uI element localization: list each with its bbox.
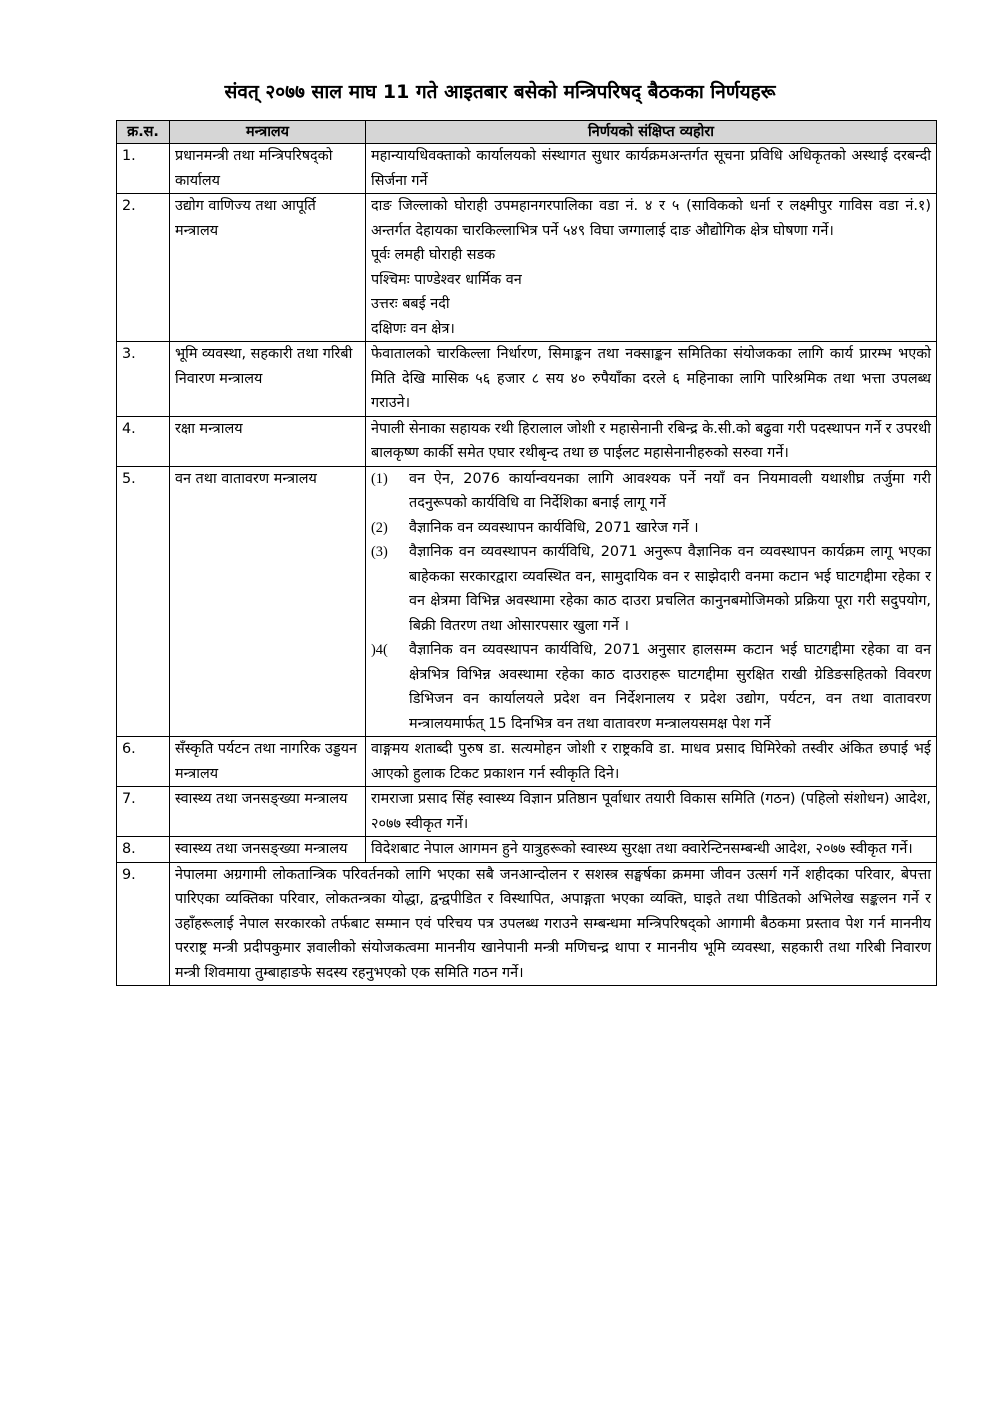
- table-row: [117, 144, 937, 194]
- row-decision: रामराजा प्रसाद सिंह स्वास्थ्य विज्ञान प्रतिष्ठान पूर्वाधार तयारी विकास समिति (गठन) (पहिलो संशोधन) आदेश, २०७७ स्वीकृत गर्ने।: [366, 787, 937, 837]
- row-ministry: वन तथा वातावरण मन्त्रालय: [170, 466, 366, 737]
- sub-item-text: वैज्ञानिक वन व्यवस्थापन कार्यविधि, 2071 अनुसार हालसम्म कटान भई घाटगद्दीमा रहेका वा वन क्षेत्रभित्र विभिन्न अवस्थामा रहेका काठ दाउराहरू घाटगद्दीमा सुरक्षित राखी ग्रेडिङसहितको विवरण डिभिजन वन कार्यालयले प्रदेश वन निर्देशनालय र प्रदेश उद्योग, पर्यटन, वन तथा वातावरण मन्त्रालयमार्फत् 15 दिनभित्र वन तथा वातावरण मन्त्रालयसमक्ष पेश गर्ने: [409, 642, 931, 732]
- row-ministry: प्रधानमन्त्री तथा मन्त्रिपरिषद्को कार्यालय: [170, 144, 366, 194]
- row-serial-number: 6.: [117, 737, 170, 787]
- row-ministry: स्वास्थ्य तथा जनसङ्ख्या मन्त्रालय: [170, 787, 366, 837]
- table-row: [117, 194, 937, 342]
- row-ministry: रक्षा मन्त्रालय: [170, 416, 366, 466]
- sub-item-number: (3): [371, 544, 388, 560]
- row-decision: नेपालमा अग्रगामी लोकतान्त्रिक परिवर्तनको लागि भएका सबै जनआन्दोलन र सशस्त्र सङ्घर्षका क्रममा जीवन उत्सर्ग गर्ने शहीदका परिवार, बेपत्ता पारिएका व्यक्तिका परिवार, लोकतन्त्रका योद्धा, द्वन्द्वपीडित र विस्थापित, अपाङ्गता भएका व्यक्ति, घाइते तथा पीडितको अभिलेख सङ्कलन गर्ने र उहाँहरूलाई नेपाल सरकारको तर्फबाट सम्मान एवं परिचय पत्र उपलब्ध गराउने सम्बन्धमा मन्त्रिपरिषद्को आगामी बैठकमा प्रस्ताव पेश गर्न माननीय परराष्ट्र मन्त्री प्रदीपकुमार ज्ञवालीको संयोजकत्वमा माननीय खानेपानी मन्त्री मणिचन्द्र थापा र माननीय भूमि व्यवस्था, सहकारी तथा गरिबी निवारण मन्त्री शिवमाया तुम्बाहाङफे सदस्य रहनुभएको एक समिति गठन गर्ने।: [170, 862, 937, 986]
- row-decision: विदेशबाट नेपाल आगमन हुने यात्रुहरूको स्वास्थ्य सुरक्षा तथा क्वारेन्टिनसम्बन्धी आदेश, २०७७ स्वीकृत गर्ने।: [366, 837, 937, 863]
- decision-sub-item: [371, 638, 931, 736]
- sub-item-number: )4(: [371, 642, 388, 658]
- decision-sub-item: [371, 516, 931, 541]
- table-row: [117, 466, 937, 737]
- row-decision: दाङ जिल्लाको घोराही उपमहानगरपालिका वडा नं. ४ र ५ (साविकको धर्ना र लक्ष्मीपुर गाविस वडा नं.१) अन्तर्गत देहायका चारकिल्लाभित्र पर्ने ५४९ विघा जग्गालाई दाङ औद्योगिक क्षेत्र घोषणा गर्ने।: [371, 198, 931, 239]
- boundary-north: उत्तरः बबई नदी: [371, 296, 450, 312]
- row-decision-cell: [366, 466, 937, 737]
- row-serial-number: 5.: [117, 466, 170, 737]
- row-serial-number: 2.: [117, 194, 170, 342]
- boundary-west: पश्चिमः पाण्डेश्वर धार्मिक वन: [371, 271, 522, 288]
- row-ministry: स्वास्थ्य तथा जनसङ्ख्या मन्त्रालय: [170, 837, 366, 863]
- row-serial-number: 1.: [117, 144, 170, 194]
- decision-sub-item: [371, 467, 931, 516]
- page-title: संवत् २०७७ साल माघ 11 गते आइतबार बसेको मन्त्रिपरिषद् बैठकका निर्णयहरू: [224, 81, 776, 103]
- decision-sub-item: [371, 540, 931, 638]
- boundary-east: पूर्वः लमही घोराही सडक: [371, 247, 496, 263]
- sub-item-number: (2): [371, 519, 388, 536]
- row-decision: नेपाली सेनाका सहायक रथी हिरालाल जोशी र महासेनानी रबिन्द्र के.सी.को बढुवा गरी पदस्थापन गर्ने र उपरथी बालकृष्ण कार्की समेत एघार रथीबृन्द तथा छ पाईलट महासेनानीहरुको सरुवा गर्ने।: [366, 416, 937, 466]
- row-decision: वाङ्गमय शताब्दी पुरुष डा. सत्यमोहन जोशी र राष्ट्रकवि डा. माधव प्रसाद घिमिरेको तस्वीर अंकित छपाई भई आएको हुलाक टिकट प्रकाशन गर्न स्वीकृति दिने।: [366, 737, 937, 787]
- boundary-south: दक्षिणः वन क्षेत्र।: [371, 320, 455, 337]
- row-serial-number: 8.: [117, 837, 170, 863]
- table-row: [117, 787, 937, 837]
- row-serial-number: 3.: [117, 342, 170, 417]
- header-ministry: मन्त्रालय: [170, 121, 366, 144]
- row-decision: महान्यायधिवक्ताको कार्यालयको संस्थागत सुधार कार्यक्रमअन्तर्गत सूचना प्रविधि अधिकृतको अस्थाई दरबन्दी सिर्जना गर्ने: [366, 144, 937, 194]
- row-ministry: सँस्कृति पर्यटन तथा नागरिक उड्डयन मन्त्रालय: [170, 737, 366, 787]
- row-decision-cell: [366, 194, 937, 342]
- header-decision-summary: निर्णयको संक्षिप्त व्यहोरा: [366, 121, 937, 144]
- row-serial-number: 7.: [117, 787, 170, 837]
- table-header-row: [117, 121, 937, 144]
- sub-item-text: वन ऐन, 2076 कार्यान्वयनका लागि आवश्यक पर्ने नयाँ वन नियमावली यथाशीघ्र तर्जुमा गरी तदनुरूपको कार्यविधि वा निर्देशिका बनाई लागू गर्ने: [409, 470, 931, 511]
- header-serial-number: क्र.स.: [117, 121, 170, 144]
- row-serial-number: 4.: [117, 416, 170, 466]
- decisions-table: [116, 120, 937, 986]
- table-row: [117, 837, 937, 863]
- row-serial-number: 9.: [117, 862, 170, 986]
- sub-item-number: (1): [371, 470, 388, 487]
- table-row: [117, 862, 937, 986]
- row-ministry: उद्योग वाणिज्य तथा आपूर्ति मन्त्रालय: [170, 194, 366, 342]
- sub-item-text: वैज्ञानिक वन व्यवस्थापन कार्यविधि, 2071 खारेज गर्ने ।: [409, 519, 699, 536]
- table-row: [117, 737, 937, 787]
- table-row: [117, 416, 937, 466]
- row-decision: फेवातालको चारकिल्ला निर्धारण, सिमाङ्कन तथा नक्साङ्कन समितिका संयोजकका लागि कार्य प्रारम्भ भएको मिति देखि मासिक ५६ हजार ८ सय ४० रुपैयाँका दरले ६ महिनाका लागि पारिश्रमिक तथा भत्ता उपलब्ध गराउने।: [366, 342, 937, 417]
- sub-item-text: वैज्ञानिक वन व्यवस्थापन कार्यविधि, 2071 अनुरूप वैज्ञानिक वन व्यवस्थापन कार्यक्रम लागू भएका बाहेकका सरकारद्वारा व्यवस्थित वन, सामुदायिक वन र साझेदारी वनमा कटान भई घाटगद्दीमा रहेका र वन क्षेत्रमा विभिन्न अवस्थामा रहेका काठ दाउरा प्रचलित कानुनबमोजिमको प्रक्रिया पूरा गरी सदुपयोग, बिक्री वितरण तथा ओसारपसार खुला गर्ने ।: [409, 544, 931, 634]
- row-ministry: भूमि व्यवस्था, सहकारी तथा गरिबी निवारण मन्त्रालय: [170, 342, 366, 417]
- table-row: [117, 342, 937, 417]
